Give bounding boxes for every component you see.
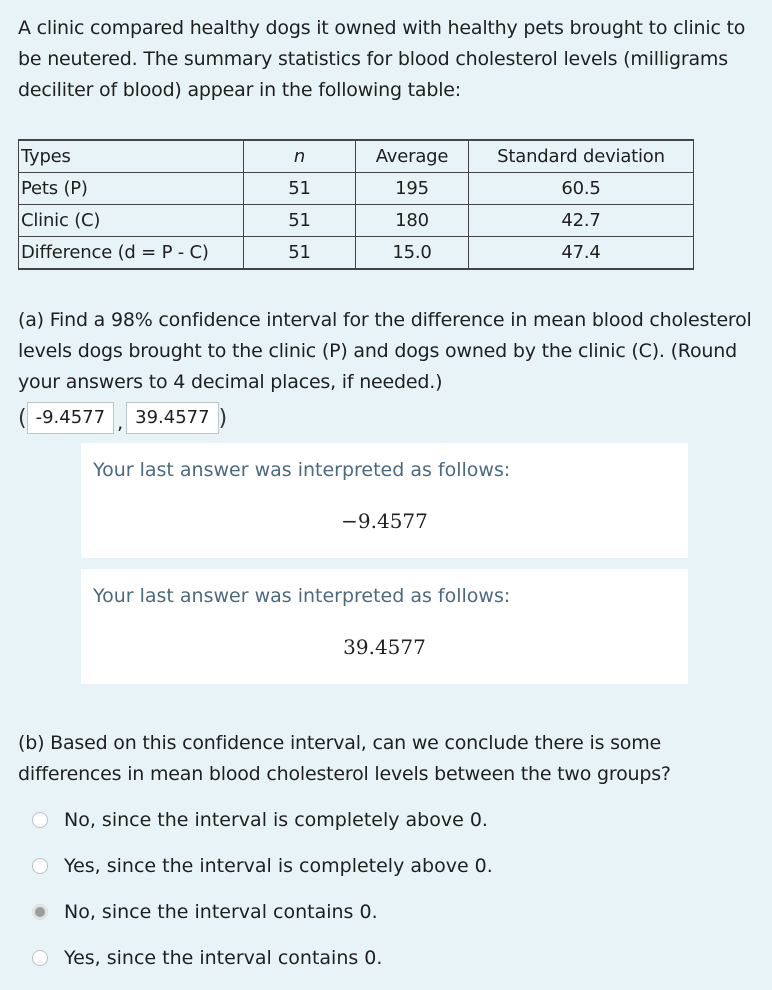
table-cell: 15.0 [356, 237, 469, 270]
intro-text: A clinic compared healthy dogs it owned with healthy pets brought to clinic to be neutered. The summary statistics for blood cholesterol levels (milligrams deciliter of blood) appear in the following table: [18, 17, 746, 101]
interpretation-box-upper [81, 569, 688, 684]
option-label: Yes, since the interval is completely above 0. [64, 855, 493, 877]
table-cell: 195 [356, 173, 469, 205]
table-cell: Clinic (C) [19, 205, 244, 237]
table-cell: 180 [356, 205, 469, 237]
radio-button[interactable] [32, 904, 48, 920]
option-label: No, since the interval is completely above 0. [64, 809, 488, 831]
interpretation-box-lower [81, 443, 688, 558]
interpretation-label: Your last answer was interpreted as follows: [93, 459, 511, 481]
open-paren: ( [18, 405, 27, 431]
table-cell: 47.4 [469, 237, 694, 270]
option-label: Yes, since the interval contains 0. [64, 947, 383, 969]
table-row [19, 205, 694, 237]
table-row [19, 237, 694, 270]
part-b-question: (b) Based on this confidence interval, can we conclude there is some differences in mean blood cholesterol levels between the two groups? [18, 732, 671, 785]
answer-option[interactable] [32, 808, 488, 832]
header-types: Types [19, 140, 244, 173]
table-cell: 51 [244, 205, 356, 237]
table-cell: 51 [244, 237, 356, 270]
header-average: Average [356, 140, 469, 173]
comma-separator: , [117, 412, 124, 434]
table-row [19, 173, 694, 205]
interpreted-lower-value: −9.4577 [341, 509, 428, 533]
lower-bound-input[interactable]: -9.4577 [27, 402, 114, 434]
header-std-dev: Standard deviation [469, 140, 694, 173]
part-a-question: (a) Find a 98% confidence interval for the difference in mean blood cholesterol levels dogs brought to the clinic (P) and dogs owned by the clinic (C). (Round your answers to 4 decimal places, if needed.) [18, 309, 752, 393]
answer-option[interactable] [32, 946, 382, 970]
interpreted-upper-value: 39.4577 [343, 635, 426, 659]
option-label: No, since the interval contains 0. [64, 901, 378, 923]
radio-button[interactable] [32, 812, 48, 828]
upper-bound-input[interactable]: 39.4577 [126, 402, 218, 434]
table-cell: 51 [244, 173, 356, 205]
table-cell: Difference (d = P - C) [19, 237, 244, 270]
close-paren: ) [218, 405, 228, 431]
answer-option[interactable] [32, 854, 493, 878]
summary-table [18, 139, 694, 270]
interval-answer-row [18, 402, 227, 434]
radio-button[interactable] [32, 950, 48, 966]
table-header-row [19, 140, 694, 173]
radio-button[interactable] [32, 858, 48, 874]
answer-option[interactable] [32, 900, 378, 924]
interpretation-label: Your last answer was interpreted as follows: [93, 585, 511, 607]
table-cell: 42.7 [469, 205, 694, 237]
table-cell: 60.5 [469, 173, 694, 205]
table-cell: Pets (P) [19, 173, 244, 205]
header-n: n [244, 140, 356, 173]
